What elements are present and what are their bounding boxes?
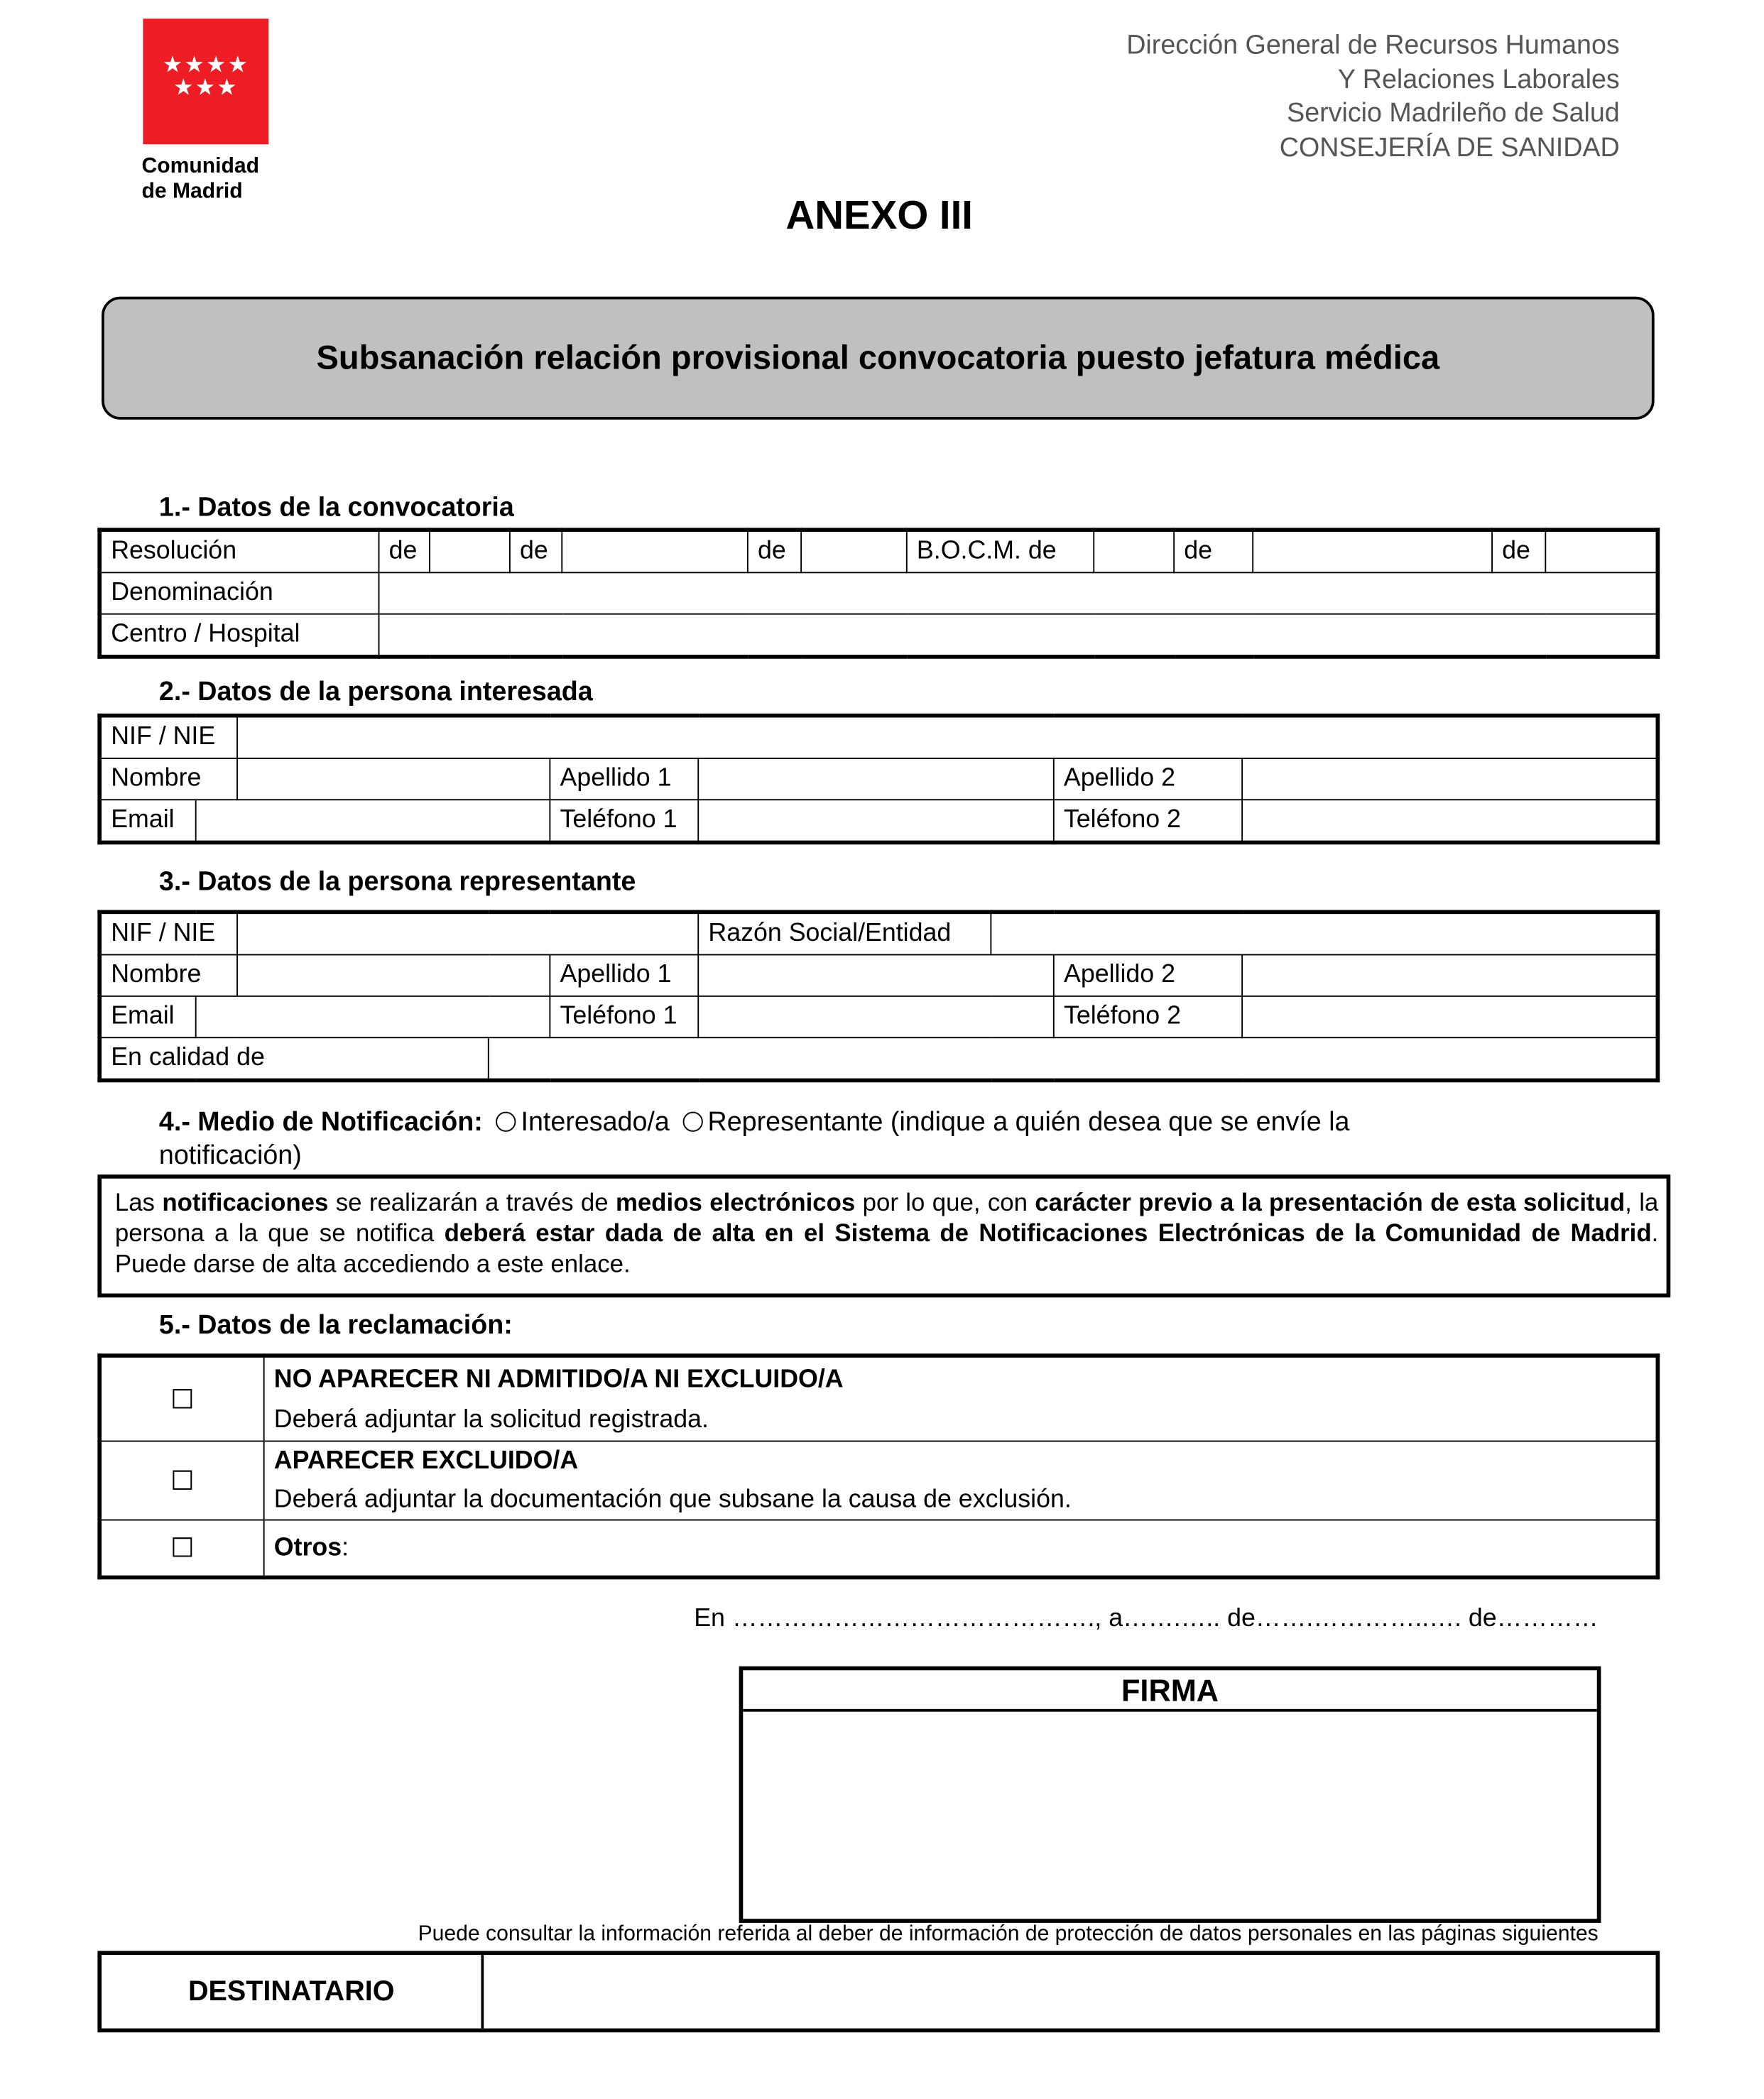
- option-title: NO APARECER NI ADMITIDO/A NI EXCLUIDO/A: [273, 1365, 844, 1394]
- radio-label-interesado: Interesado/a: [521, 1108, 670, 1138]
- section-5-heading: 5.- Datos de la reclamación:: [158, 1311, 513, 1341]
- option-description: Deberá adjuntar la solicitud registrada.: [273, 1405, 709, 1434]
- destinatario-field[interactable]: [484, 1955, 1655, 2028]
- label-de: de: [1174, 530, 1253, 572]
- label-nombre: Nombre: [99, 758, 237, 800]
- notification-notice: Las notificaciones se realizarán a través de medios electrónicos por lo que, con carácter previo a la presentación de esta solicitud, la persona a la que se notifica deberá estar dada de alta en el Sistema de Notificaciones Electrónicas de la Comunidad de Madrid. Puede darse de alta accediendo a este enlace.: [97, 1174, 1670, 1297]
- label-nif: NIF / NIE: [99, 912, 237, 954]
- checkbox-excluido[interactable]: ☐: [99, 1441, 263, 1520]
- representante-telefono2-field[interactable]: [1242, 996, 1657, 1037]
- label-telefono2: Teléfono 2: [1054, 800, 1242, 842]
- interesado-telefono2-field[interactable]: [1242, 800, 1657, 842]
- representante-nombre-field[interactable]: [237, 955, 550, 996]
- checkbox-otros[interactable]: ☐: [99, 1520, 263, 1578]
- label-apellido2: Apellido 2: [1054, 758, 1242, 800]
- destinatario-label: DESTINATARIO: [102, 1955, 484, 2028]
- label-nif: NIF / NIE: [99, 716, 237, 758]
- label-apellido1: Apellido 1: [550, 955, 698, 996]
- centro-field[interactable]: [379, 614, 1657, 657]
- header-line: Dirección General de Recursos Humanos: [1126, 31, 1620, 60]
- option-title: APARECER EXCLUIDO/A: [273, 1446, 579, 1476]
- interesado-nombre-field[interactable]: [237, 758, 550, 800]
- label-de: de: [748, 530, 801, 572]
- label-telefono1: Teléfono 1: [550, 996, 698, 1037]
- radio-representante[interactable]: [682, 1111, 702, 1131]
- notification-continuation: notificación): [158, 1141, 302, 1171]
- interesado-apellido2-field[interactable]: [1242, 758, 1657, 800]
- signature-label: FIRMA: [743, 1670, 1596, 1711]
- form-title-box: [102, 297, 1655, 420]
- section-1-heading: 1.- Datos de la convocatoria: [158, 493, 514, 523]
- signature-box[interactable]: [739, 1667, 1601, 1923]
- representante-telefono1-field[interactable]: [698, 996, 1054, 1037]
- resolucion-month-field[interactable]: [562, 530, 748, 572]
- alta-link[interactable]: . Puede darse de alta accediendo a este enlace.: [114, 1218, 1659, 1278]
- label-de: de: [510, 530, 562, 572]
- convocatoria-table: [97, 528, 1660, 658]
- representante-apellido2-field[interactable]: [1242, 955, 1657, 996]
- header-line: Y Relaciones Laborales: [1337, 65, 1620, 94]
- label-email: Email: [99, 800, 195, 842]
- representante-table: [97, 910, 1660, 1083]
- label-razon-social: Razón Social/Entidad: [698, 912, 991, 954]
- label-apellido1: Apellido 1: [550, 758, 698, 800]
- option-title: Otros: [273, 1533, 342, 1561]
- label-apellido2: Apellido 2: [1054, 955, 1242, 996]
- resolucion-year-field[interactable]: [801, 530, 907, 572]
- section-4-notification: [159, 1106, 1562, 1173]
- interesado-apellido1-field[interactable]: [698, 758, 1054, 800]
- label-de: de: [1492, 530, 1545, 572]
- radio-label-representante: Representante (indique a quién desea que se envíe la: [707, 1108, 1350, 1138]
- label-resolucion: Resolución: [99, 530, 379, 572]
- denominacion-field[interactable]: [379, 572, 1657, 614]
- form-title: Subsanación relación provisional convocatoria puesto jefatura médica: [316, 339, 1440, 376]
- razon-social-field[interactable]: [991, 912, 1657, 954]
- privacy-note: Puede consultar la información referida al deber de información de protección de datos personales en las páginas siguientes: [418, 1922, 1599, 1946]
- place-date-line[interactable]: En ……………………………………., a…….….. de…….…………..…. de…………: [694, 1605, 1599, 1633]
- destinatario-box: [97, 1951, 1660, 2032]
- option-description: Deberá adjuntar la documentación que subsane la causa de exclusión.: [273, 1485, 1072, 1515]
- representante-apellido1-field[interactable]: [698, 955, 1054, 996]
- en-calidad-de-field[interactable]: [489, 1037, 1658, 1080]
- annex-title: ANEXO III: [785, 193, 973, 238]
- label-nombre: Nombre: [99, 955, 237, 996]
- interesado-table: [97, 714, 1660, 844]
- reclamacion-table: ☐ NO APARECER NI ADMITIDO/A NI EXCLUIDO/A Deberá adjuntar la solicitud registrada. ☐ APARECER EXCLUIDO/A Deberá adjuntar la documentación que subsane la causa de exclusión. ☐ Otros:: [97, 1353, 1660, 1579]
- label-denominacion: Denominación: [99, 572, 379, 614]
- header-organization: [1126, 29, 1620, 165]
- bocm-year-field[interactable]: [1545, 530, 1657, 572]
- header-line: Servicio Madrileño de Salud: [1287, 99, 1620, 129]
- representante-email-field[interactable]: [196, 996, 550, 1037]
- interesado-nif-field[interactable]: [237, 716, 1657, 758]
- header-line: CONSEJERÍA DE SANIDAD: [1279, 133, 1620, 163]
- label-centro: Centro / Hospital: [99, 614, 379, 657]
- label-en-calidad-de: En calidad de: [99, 1037, 489, 1080]
- logo-stars-icon: ★★★★ ★★★: [162, 52, 249, 101]
- label-telefono1: Teléfono 1: [550, 800, 698, 842]
- radio-interesado[interactable]: [496, 1111, 516, 1131]
- resolucion-day-field[interactable]: [430, 530, 510, 572]
- section-3-heading: 3.- Datos de la persona representante: [158, 867, 636, 897]
- label-telefono2: Teléfono 2: [1054, 996, 1242, 1037]
- logo-text: Comunidad de Madrid: [141, 155, 260, 204]
- section-4-heading: 4.- Medio de Notificación:: [158, 1108, 483, 1138]
- bocm-day-field[interactable]: [1094, 530, 1174, 572]
- bocm-month-field[interactable]: [1253, 530, 1492, 572]
- label-email: Email: [99, 996, 195, 1037]
- checkbox-no-aparecer[interactable]: ☐: [99, 1356, 263, 1441]
- interesado-telefono1-field[interactable]: [698, 800, 1054, 842]
- representante-nif-field[interactable]: [237, 912, 698, 954]
- section-2-heading: 2.- Datos de la persona interesada: [158, 677, 593, 707]
- interesado-email-field[interactable]: [196, 800, 550, 842]
- label-de: de: [379, 530, 430, 572]
- label-bocm: B.O.C.M. de: [907, 530, 1094, 572]
